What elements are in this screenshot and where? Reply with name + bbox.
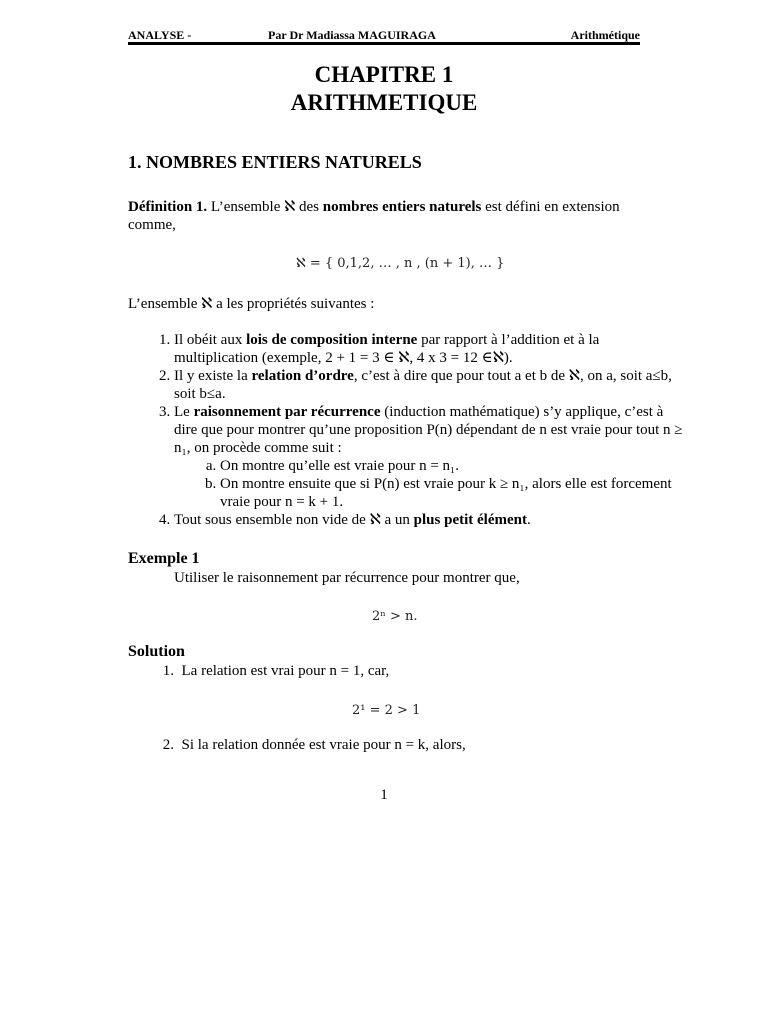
example-heading: Exemple 1 <box>128 550 200 567</box>
definition-label: Définition 1. <box>128 199 208 215</box>
item-text: . <box>527 512 531 528</box>
item-text: , c’est à dire que pour tout a et b de ℵ, on a, soit a≤b, soit b≤a. <box>174 368 672 402</box>
item-text: Il y existe la <box>174 368 252 384</box>
item-text: Il obéit aux <box>174 332 247 348</box>
header-author: Par Dr Madiassa MAGUIRAGA <box>268 28 436 42</box>
item-text: Le <box>174 404 194 420</box>
properties-list <box>128 331 686 529</box>
example-formula: 2ⁿ > n. <box>372 609 418 624</box>
example-statement: Utiliser le raisonnement par récurrence pour montrer que, <box>174 570 520 586</box>
recurrence-steps <box>174 457 686 511</box>
item-bold-term: plus petit élément <box>413 512 527 528</box>
item-text: Tout sous ensemble non vide de ℵ a un <box>174 512 414 528</box>
definition-paragraph <box>128 198 640 234</box>
running-header <box>128 26 640 42</box>
step-text: Si la relation donnée est vraie pour n = k, alors, <box>181 737 466 753</box>
naturals-set-formula: ℵ = { 0,1,2, … , n , (n + 1), … } <box>296 256 505 271</box>
item-bold-term: raisonnement par récurrence <box>193 404 381 420</box>
chapter-title: ARITHMETIQUE <box>290 90 478 115</box>
solution-step <box>128 736 640 754</box>
chapter-number: CHAPITRE 1 <box>314 62 454 87</box>
item-bold-term: lois de composition interne <box>246 332 418 348</box>
step-number: 1. <box>162 663 174 679</box>
list-item <box>174 511 686 529</box>
step-text: La relation est vrai pour n = 1, car, <box>181 663 390 679</box>
solution-heading: Solution <box>128 643 185 660</box>
list-item: a. On montre qu’elle est vraie pour n = n₁. <box>220 457 686 475</box>
definition-term: nombres entiers naturels <box>322 199 482 215</box>
list-item: b. On montre ensuite que si P(n) est vraie pour k ≥ n₁, alors elle est forcement vraie pour n = k + 1. <box>220 475 686 511</box>
page-number: 1 <box>380 787 388 803</box>
header-subject: ANALYSE - <box>128 28 192 42</box>
header-rule <box>128 42 640 45</box>
item-text: (induction mathématique) s’y applique, c’est à dire que pour montrer qu’une proposition P(n) dépendant de n est vraie pour tout n ≥ n₁, on procède comme suit : <box>174 404 683 456</box>
base-case-formula: 2¹ = 2 > 1 <box>352 703 421 718</box>
properties-intro: L’ensemble ℵ a les propriétés suivantes : <box>128 296 375 312</box>
list-item <box>174 403 686 511</box>
item-text: par rapport à l’addition et à la multiplication (exemple, 2 + 1 = 3 ∈ ℵ, 4 x 3 = 12 ∈ℵ). <box>174 332 600 366</box>
item-bold-term: relation d’ordre <box>251 368 354 384</box>
list-item <box>174 367 686 403</box>
solution-step <box>128 662 640 680</box>
section-heading: 1. NOMBRES ENTIERS NATURELS <box>128 152 422 172</box>
header-topic: Arithmétique <box>570 28 640 42</box>
definition-text-b: est défini en extension comme, <box>128 199 620 233</box>
step-number: 2. <box>162 737 174 753</box>
definition-text-a: L’ensemble ℵ des <box>207 199 323 215</box>
list-item <box>174 331 686 367</box>
